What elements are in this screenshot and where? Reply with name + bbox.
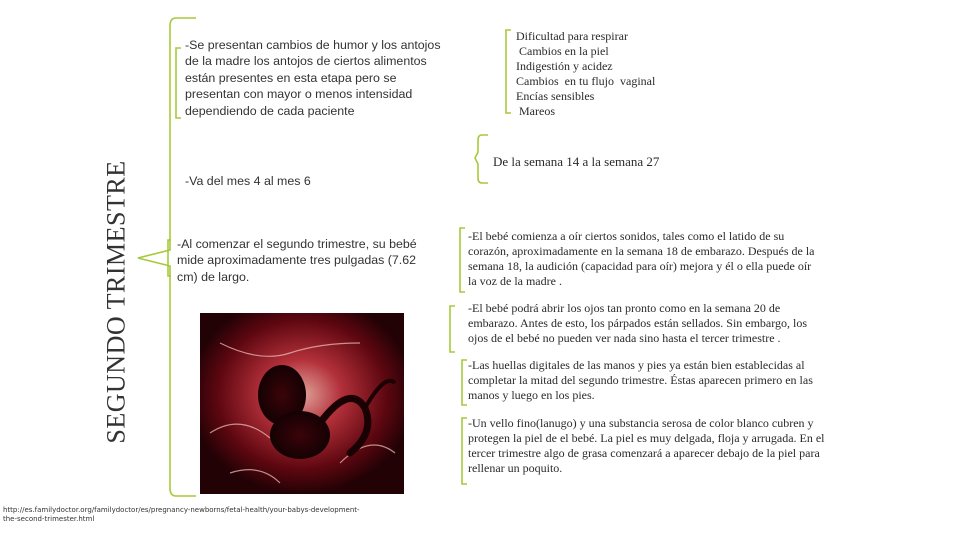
- symptom-item: Encías sensibles: [516, 89, 595, 103]
- fetus-photo: [200, 313, 404, 494]
- symptom-item: Cambios en la piel: [516, 44, 609, 58]
- fact-fingerprints: -Las huellas digitales de las manos y pies ya están bien establecidas al completar la mitad del segundo trimestre. Éstas aparecen primero en las manos y luego en los pies.: [468, 358, 813, 402]
- facts-bracket-2: [450, 306, 455, 352]
- size-text: -Al comenzar el segundo trimestre, su bebé mide aproximadamente tres pulgadas (7.62 cm) de largo.: [177, 237, 417, 284]
- vertical-title: [97, 108, 137, 496]
- symptoms-list: [516, 29, 716, 119]
- weeks-bracket: [475, 135, 488, 183]
- symptom-item: Indigestión y acidez: [516, 59, 613, 73]
- title-text: SEGUNDO TRIMESTRE: [102, 160, 132, 444]
- facts-bracket-3: [462, 360, 467, 405]
- symptoms-bracket: [506, 30, 511, 113]
- symptom-item: Mareos: [516, 104, 555, 118]
- mood-text: -Se presentan cambios de humor y los antojos de la madre los antojos de ciertos alimentos están presentes en esta etapa pero se presentan con mayor o menos intensidad dependiendo de cada paciente: [185, 38, 441, 118]
- symptom-item: Cambios en tu flujo vaginal: [516, 74, 656, 88]
- fact-eyes: -El bebé podrá abrir los ojos tan pronto como en la semana 20 de embarazo. Antes de esto, los párpados están sellados. Sin embargo, los ojos de el bebé no pueden ver nada sino hasta el tercer trimestre .: [468, 301, 808, 345]
- facts-bracket-1: [460, 228, 465, 292]
- fact-lanugo: -Un vello fino(lanugo) y una substancia serosa de color blanco cubren y protegen la piel de el bebé. La piel es muy delgada, floja y arrugada. En el tercer trimestre algo de grasa comenzará a aparecer debajo de la piel para rellenar un poquito.: [468, 416, 825, 475]
- duration-text: -Va del mes 4 al mes 6: [185, 174, 311, 188]
- mood-bracket: [176, 48, 181, 118]
- fact-hearing: -El bebé comienza a oír ciertos sonidos, tales como el latido de su corazón, aproximadamente en la semana 18 de embarazo. Después de la semana 18, la audición (capacidad para oír) mejora y él o ella puede oír la voz de la madre .: [468, 229, 815, 288]
- source-url[interactable]: http://es.familydoctor.org/familydoctor/es/pregnancy-newborns/fetal-health/your-babys-development-the-second-trimester.html: [3, 506, 360, 523]
- symptom-item: Dificultad para respirar: [516, 29, 628, 43]
- facts-bracket-4: [462, 418, 467, 484]
- weeks-text: De la semana 14 a la semana 27: [493, 154, 660, 169]
